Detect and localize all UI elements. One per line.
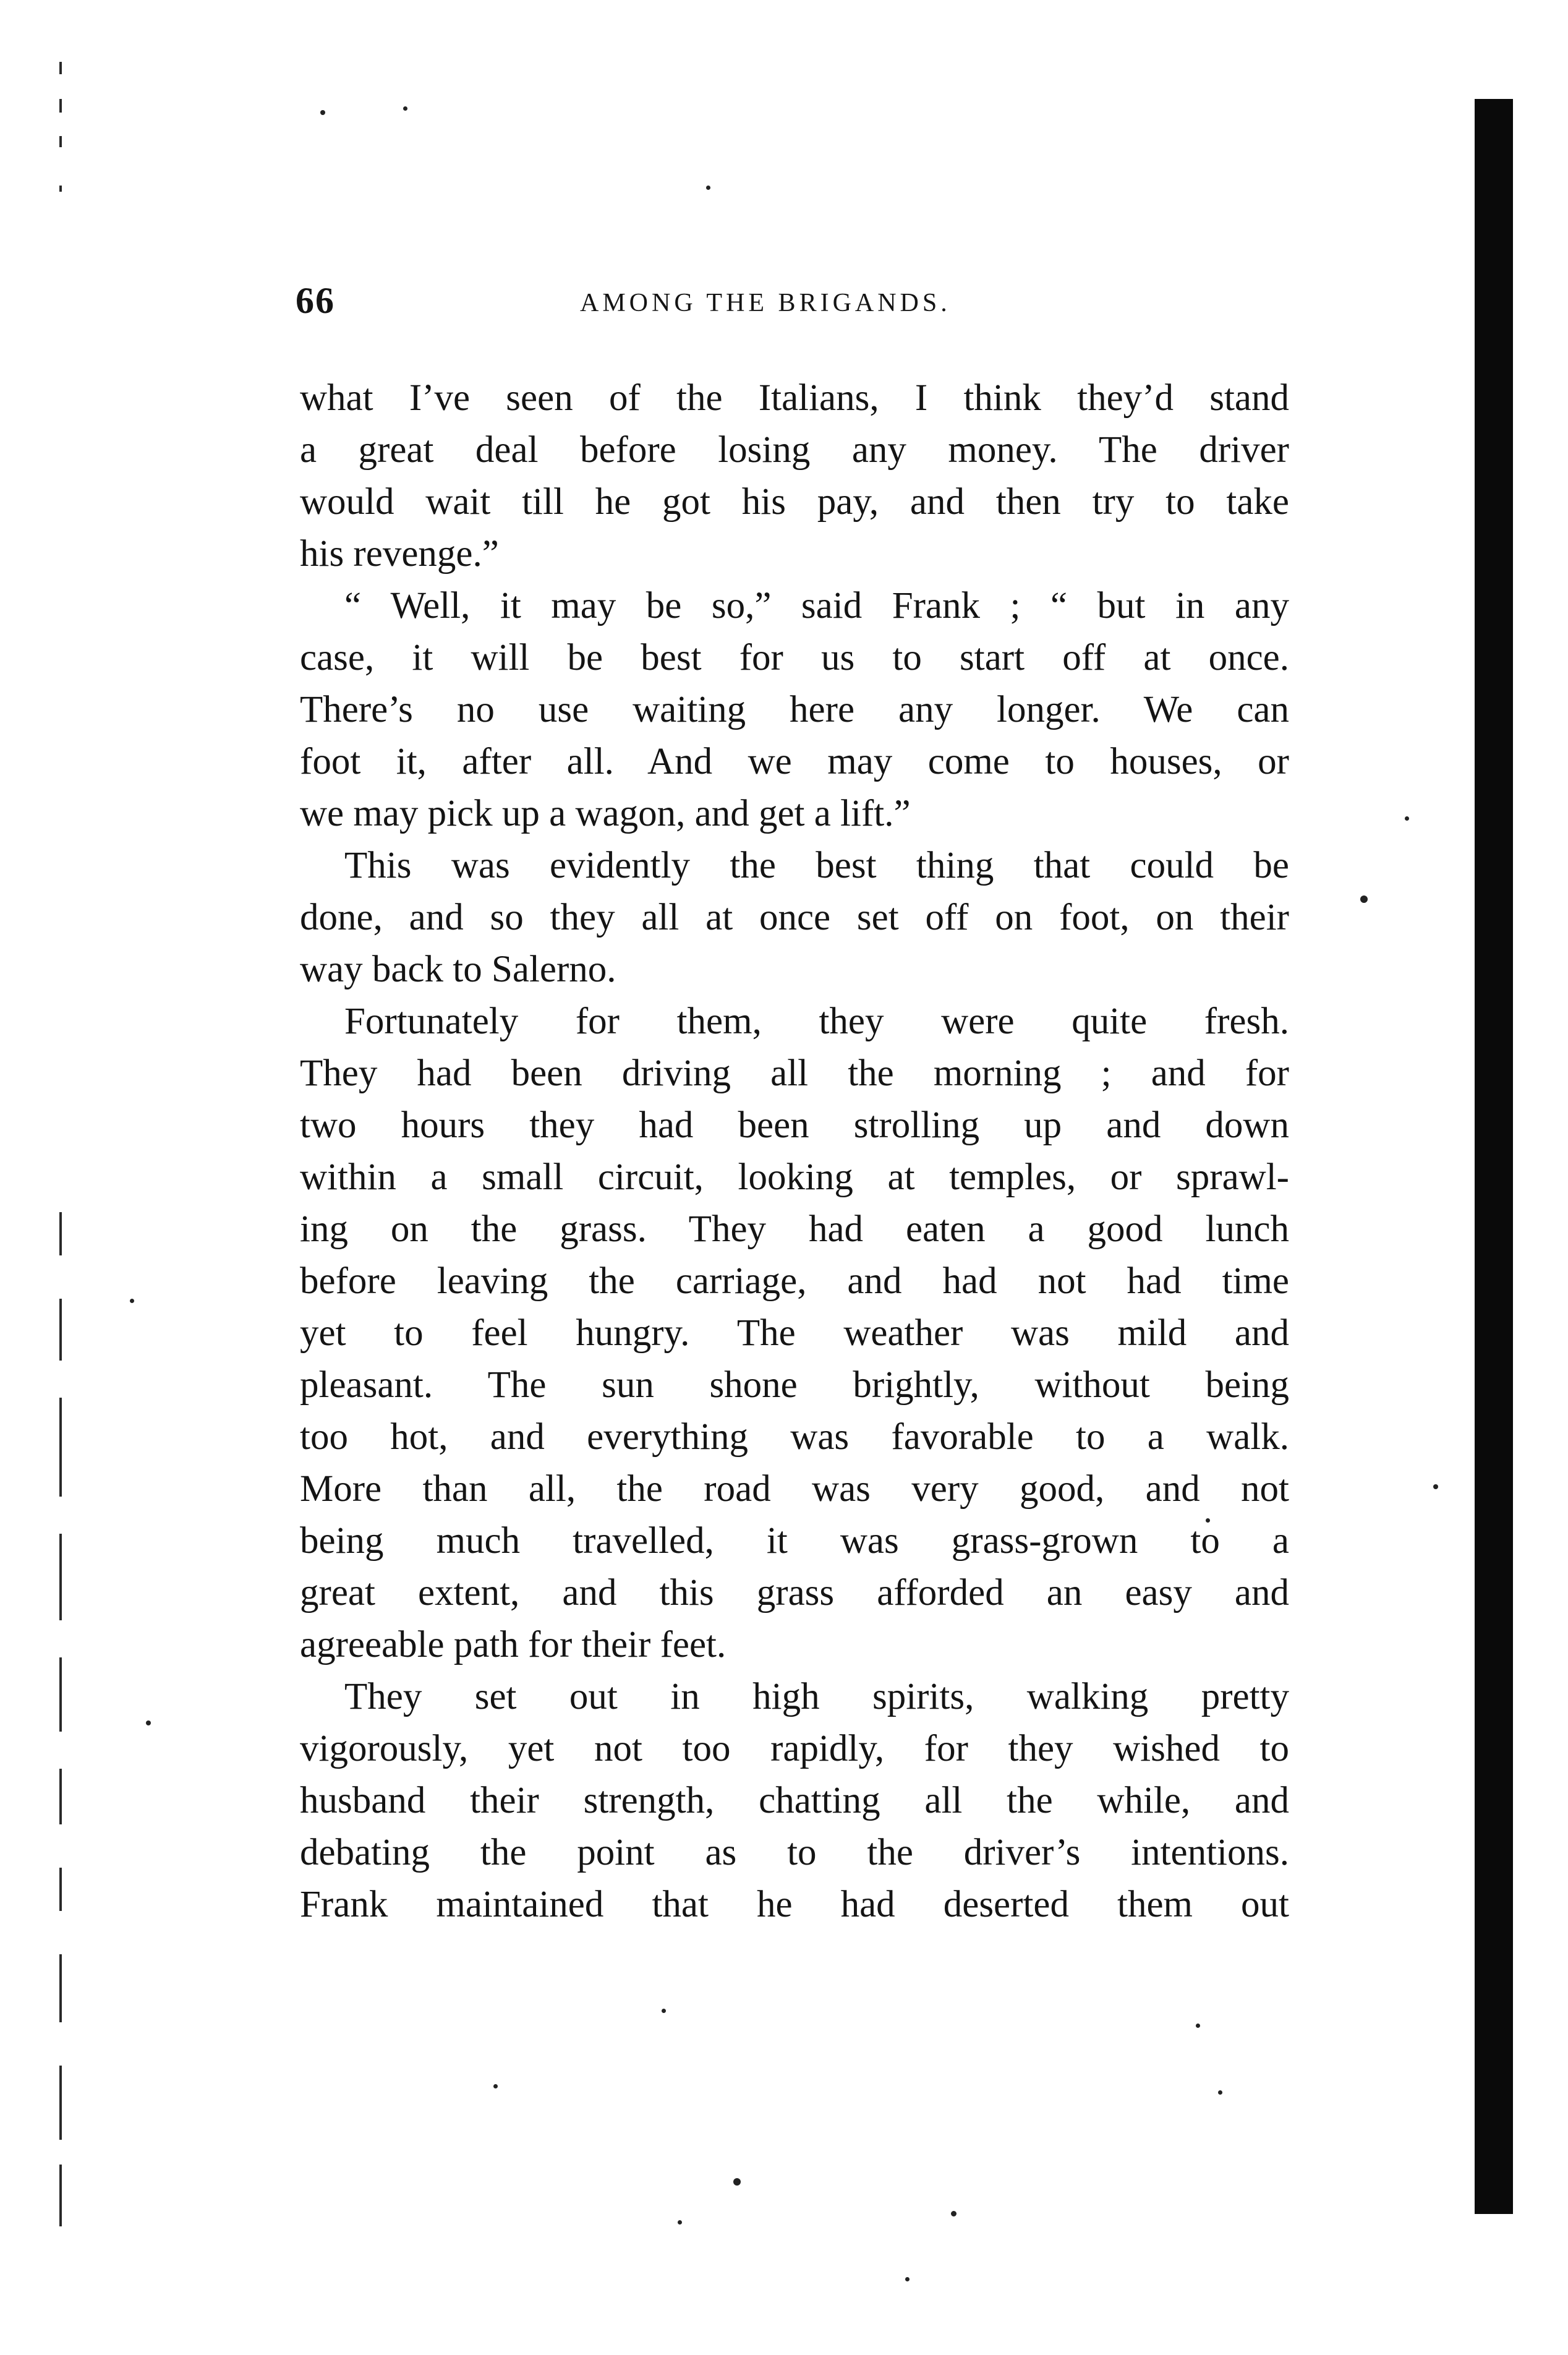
text-line: being much travelled, it was grass-grown to a xyxy=(300,1520,1289,1562)
text-line: what I’ve seen of the Italians, I think they’d stand xyxy=(300,377,1289,419)
text-line: a great deal before losing any money. The driver xyxy=(300,429,1289,471)
text-line: we may pick up a wagon, and get a lift.” xyxy=(300,793,911,834)
scan-speck xyxy=(1405,816,1409,821)
text-line: They set out in high spirits, walking pretty xyxy=(344,1676,1289,1717)
text-line: “ Well, it may be so,” said Frank ; “ but in any xyxy=(344,585,1289,626)
text-line: Fortunately for them, they were quite fresh. xyxy=(344,1001,1289,1042)
text-line: would wait till he got his pay, and then try to take xyxy=(300,481,1289,523)
scan-speck xyxy=(678,2220,682,2225)
text-line: case, it will be best for us to start off at once. xyxy=(300,637,1289,678)
scan-speck xyxy=(951,2211,957,2216)
text-line: More than all, the road was very good, and not xyxy=(300,1468,1289,1510)
binding-shadow xyxy=(1475,99,1513,2214)
scan-speck xyxy=(905,2277,910,2281)
text-line: great extent, and this grass afforded an easy and xyxy=(300,1572,1289,1613)
text-line: ing on the grass. They had eaten a good lunch xyxy=(300,1208,1289,1250)
text-line: his revenge.” xyxy=(300,533,499,575)
page-header xyxy=(296,280,1291,329)
scan-speck xyxy=(1433,1484,1438,1489)
text-line: They had been driving all the morning ; and for xyxy=(300,1053,1289,1094)
text-line: Frank maintained that he had deserted them out xyxy=(300,1884,1289,1925)
running-head: AMONG THE BRIGANDS. xyxy=(580,289,951,317)
left-margin-marks xyxy=(59,1212,68,2233)
text-line: done, and so they all at once set off on foot, on their xyxy=(300,897,1289,938)
text-line: vigorously, yet not too rapidly, for they wished to xyxy=(300,1728,1289,1769)
scan-speck xyxy=(1218,2090,1222,2095)
text-line: too hot, and everything was favorable to a walk. xyxy=(300,1416,1289,1458)
scan-speck xyxy=(403,106,407,111)
scan-speck xyxy=(662,2009,666,2013)
text-line: within a small circuit, looking at temples, or sprawl- xyxy=(300,1156,1289,1198)
body-text xyxy=(300,372,1289,1931)
scan-speck xyxy=(733,2178,741,2186)
left-margin-marks xyxy=(59,62,68,210)
scan-speck xyxy=(1196,2024,1200,2028)
text-line: before leaving the carriage, and had not had time xyxy=(300,1260,1289,1302)
scan-speck xyxy=(320,110,325,115)
text-line: This was evidently the best thing that could be xyxy=(344,845,1289,886)
scan-speck xyxy=(493,2084,498,2088)
text-line: pleasant. The sun shone brightly, without being xyxy=(300,1364,1289,1406)
text-line: husband their strength, chatting all the while, and xyxy=(300,1780,1289,1821)
scan-speck xyxy=(706,186,710,190)
text-line: yet to feel hungry. The weather was mild and xyxy=(300,1312,1289,1354)
text-line: foot it, after all. And we may come to houses, or xyxy=(300,741,1289,782)
page-number: 66 xyxy=(296,280,335,321)
scan-speck xyxy=(146,1720,151,1725)
scan-speck xyxy=(130,1299,134,1303)
text-line: agreeable path for their feet. xyxy=(300,1624,726,1665)
text-line: There’s no use waiting here any longer. We can xyxy=(300,689,1289,730)
scan-speck xyxy=(1360,895,1368,903)
text-line: debating the point as to the driver’s intentions. xyxy=(300,1832,1289,1873)
text-line: way back to Salerno. xyxy=(300,949,616,990)
text-line: two hours they had been strolling up and down xyxy=(300,1105,1289,1146)
